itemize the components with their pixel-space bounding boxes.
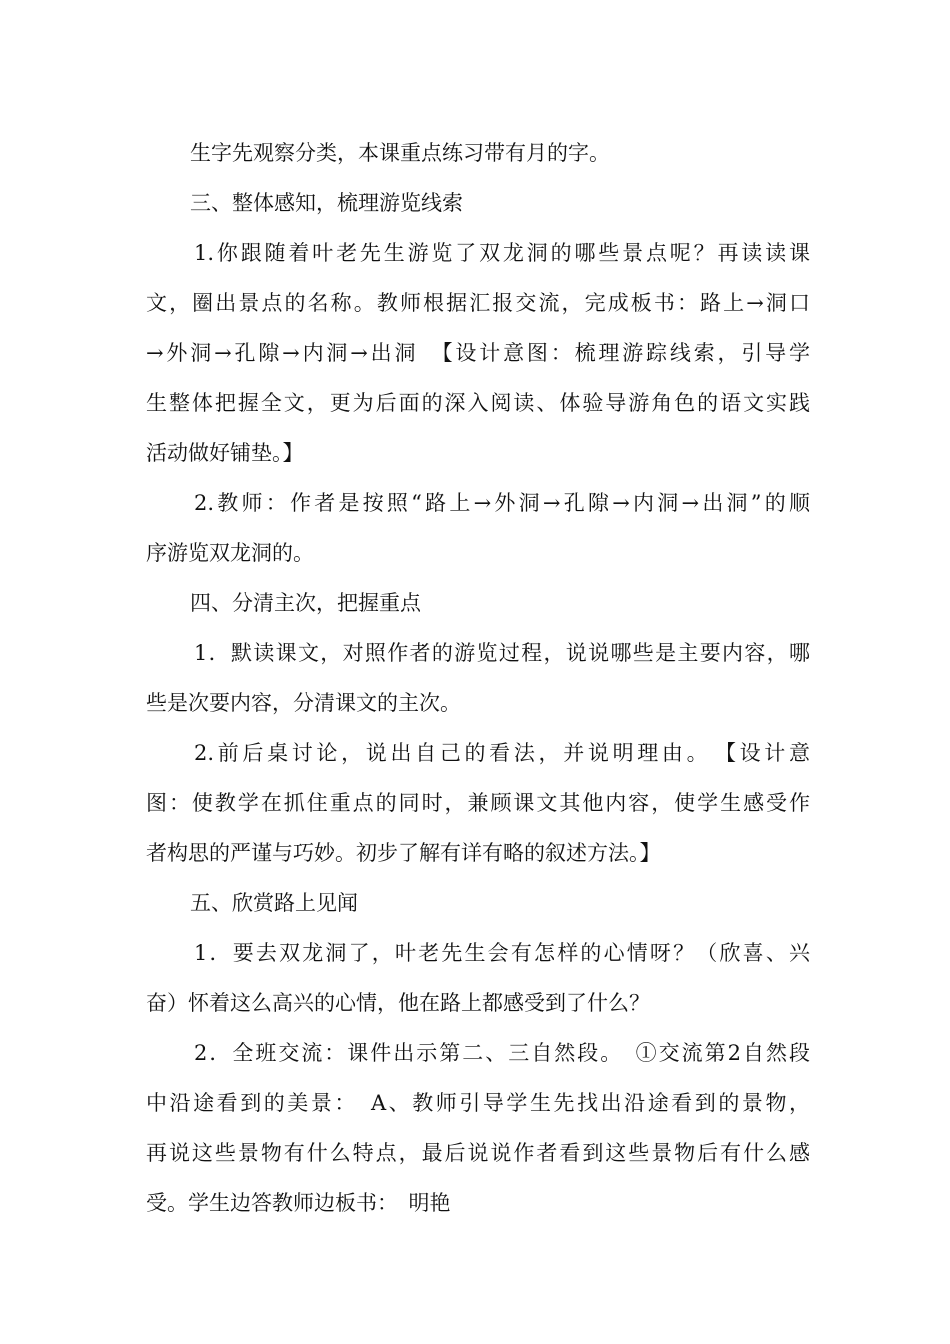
paragraph-line: 再说这些景物有什么特点，最后说说作者看到这些景物后有什么感: [146, 1141, 810, 1165]
paragraph-line: 文，圈出景点的名称。教师根据汇报交流，完成板书：路上→洞口: [146, 291, 810, 315]
paragraph-line: 些是次要内容，分清课文的主次。: [146, 691, 461, 715]
section-heading: 三、整体感知，梳理游览线索: [190, 191, 463, 215]
paragraph-line: 1．默读课文，对照作者的游览过程，说说哪些是主要内容，哪: [194, 641, 810, 665]
section-heading: 四、分清主次，把握重点: [190, 591, 421, 615]
paragraph-line: 1．要去双龙洞了，叶老先生会有怎样的心情呀？（欣喜、兴: [194, 941, 810, 965]
paragraph-line: 奋）怀着这么高兴的心情，他在路上都感受到了什么？: [146, 991, 650, 1015]
paragraph-line: 活动做好铺垫。】: [146, 441, 304, 465]
paragraph-line: 2．全班交流：课件出示第二、三自然段。 ①交流第2自然段: [194, 1041, 810, 1065]
paragraph-line: 受。学生边答教师边板书： 明艳: [146, 1191, 451, 1215]
paragraph-line: 2.教师：作者是按照“路上→外洞→孔隙→内洞→出洞”的顺: [194, 491, 810, 515]
paragraph-line: 序游览双龙洞的。: [146, 541, 314, 565]
paragraph-line: 生字先观察分类，本课重点练习带有月的字。: [190, 141, 610, 165]
paragraph-line: 生整体把握全文，更为后面的深入阅读、体验导游角色的语文实践: [146, 391, 810, 415]
paragraph-line: 者构思的严谨与巧妙。初步了解有详有略的叙述方法。】: [146, 841, 661, 865]
paragraph-line: 图：使教学在抓住重点的同时，兼顾课文其他内容，使学生感受作: [146, 791, 810, 815]
paragraph-line: 中沿途看到的美景： A、教师引导学生先找出沿途看到的景物，: [146, 1091, 810, 1115]
paragraph-line: →外洞→孔隙→内洞→出洞 【设计意图：梳理游踪线索，引导学: [146, 341, 810, 365]
paragraph-line: 1.你跟随着叶老先生游览了双龙洞的哪些景点呢？再读读课: [194, 241, 810, 265]
paragraph-line: 2.前后桌讨论，说出自己的看法，并说明理由。 【设计意: [194, 741, 810, 765]
section-heading: 五、欣赏路上见闻: [190, 891, 358, 915]
